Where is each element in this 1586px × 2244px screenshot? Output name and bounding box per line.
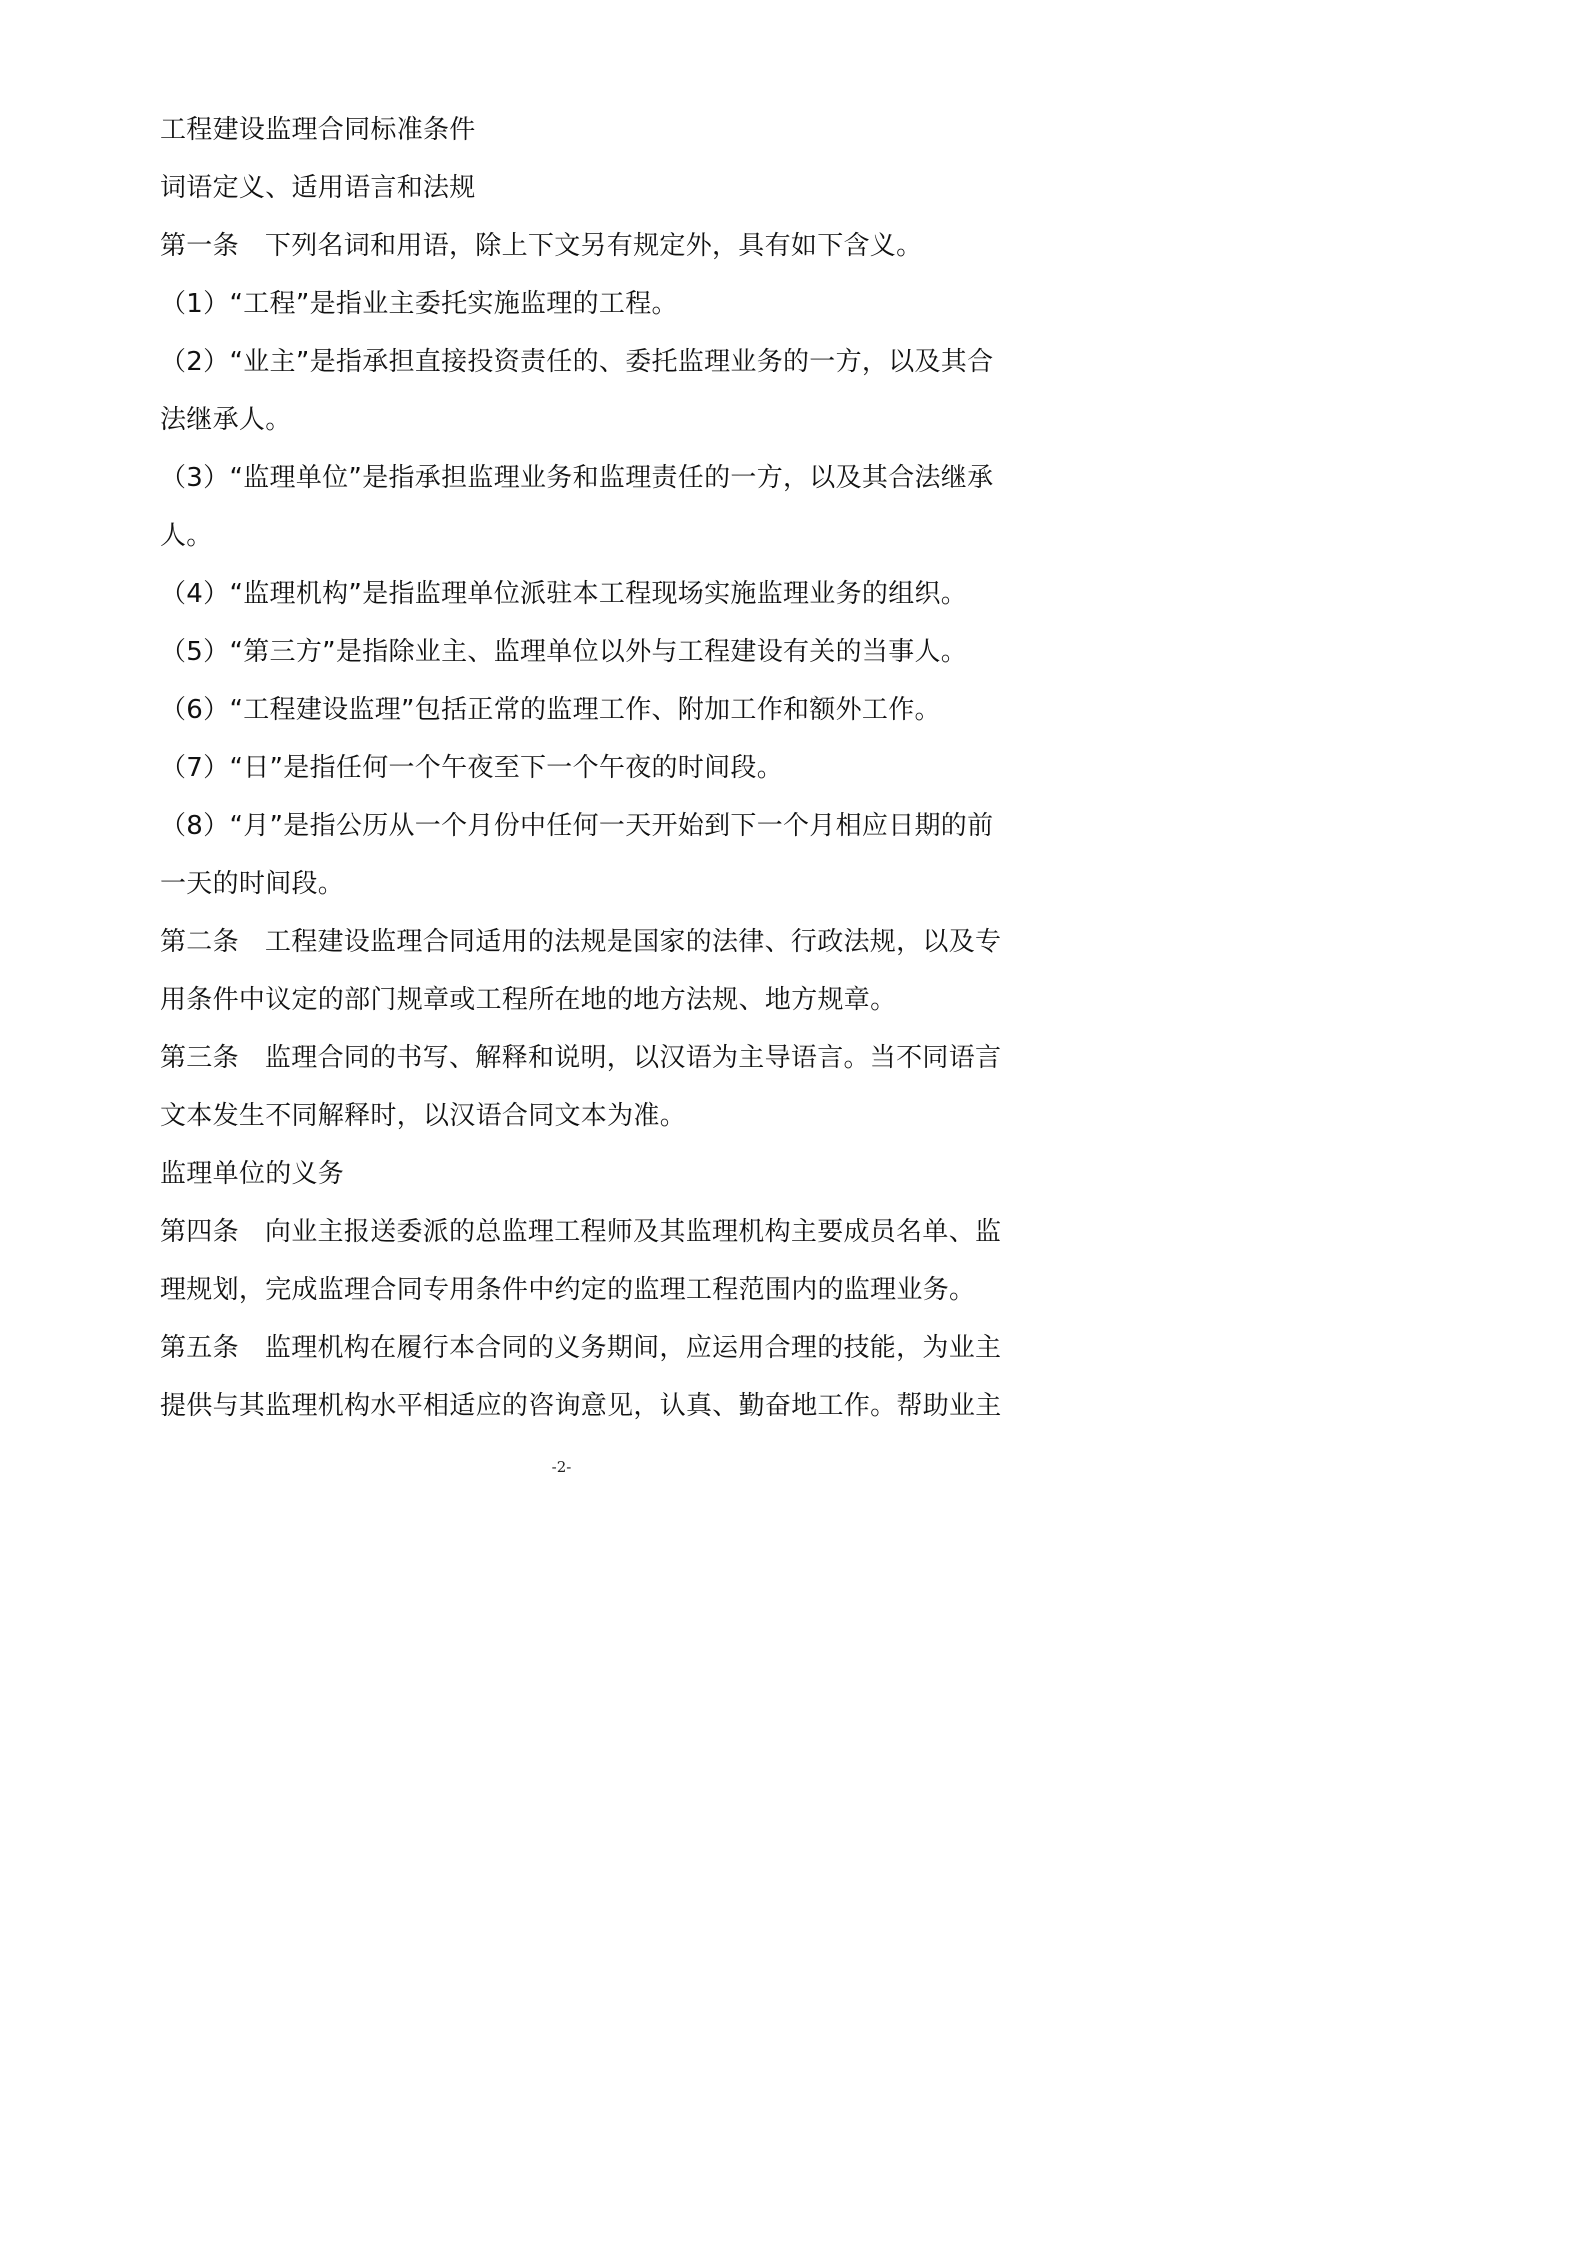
- definition-item: [160, 692, 941, 728]
- section-heading: 监理单位的义务: [160, 1159, 345, 1189]
- article-number: 第四条: [160, 1217, 239, 1247]
- item-label: （2）: [160, 347, 230, 377]
- article-continuation: 理规划，完成监理合同专用条件中约定的监理工程范围内的监理业务。: [160, 1275, 976, 1305]
- definition-item: [160, 634, 967, 670]
- item-label: （6）: [160, 695, 230, 725]
- item-text: “工程建设监理”包括正常的监理工作、附加工作和额外工作。: [229, 695, 941, 725]
- definition-item-continuation: 人。: [160, 521, 213, 551]
- article-text: 下列名词和用语，除上下文另有规定外，具有如下含义。: [264, 231, 923, 261]
- article-number: 第三条: [160, 1043, 239, 1073]
- article-continuation: 文本发生不同解释时，以汉语合同文本为准。: [160, 1101, 687, 1131]
- item-text: “监理机构”是指监理单位派驻本工程现场实施监理业务的组织。: [229, 579, 968, 609]
- article-3: [160, 1040, 1001, 1076]
- page-number: -2-: [551, 1458, 572, 1476]
- article-text: 监理合同的书写、解释和说明，以汉语为主导语言。当不同语言: [264, 1043, 1002, 1073]
- definition-item: [160, 286, 678, 322]
- item-text: “工程”是指业主委托实施监理的工程。: [229, 289, 678, 319]
- item-text: “月”是指公历从一个月份中任何一天开始到下一个月相应日期的前: [229, 811, 994, 841]
- item-text: “日”是指任何一个午夜至下一个午夜的时间段。: [229, 753, 783, 783]
- item-label: （1）: [160, 289, 230, 319]
- article-2: [160, 924, 1001, 960]
- article-text: 向业主报送委派的总监理工程师及其监理机构主要成员名单、监: [264, 1217, 1002, 1247]
- item-label: （5）: [160, 637, 230, 667]
- article-number: 第五条: [160, 1333, 239, 1363]
- definition-item: [160, 460, 993, 496]
- definition-item: [160, 344, 993, 380]
- item-text: “监理单位”是指承担监理业务和监理责任的一方，以及其合法继承: [229, 463, 994, 493]
- article-text: 监理机构在履行本合同的义务期间，应运用合理的技能，为业主: [264, 1333, 1002, 1363]
- article-1: [160, 228, 922, 264]
- article-continuation: 用条件中议定的部门规章或工程所在地的地方法规、地方规章。: [160, 985, 897, 1015]
- definition-item-continuation: 一天的时间段。: [160, 869, 345, 899]
- definition-item-continuation: 法继承人。: [160, 405, 292, 435]
- document-title: 工程建设监理合同标准条件: [160, 115, 476, 145]
- definition-item: [160, 576, 967, 612]
- item-label: （8）: [160, 811, 230, 841]
- item-label: （4）: [160, 579, 230, 609]
- item-text: “业主”是指承担直接投资责任的、委托监理业务的一方，以及其合: [229, 347, 994, 377]
- definition-item: [160, 750, 783, 786]
- article-5: [160, 1330, 1001, 1366]
- item-label: （3）: [160, 463, 230, 493]
- article-4: [160, 1214, 1001, 1250]
- article-continuation: 提供与其监理机构水平相适应的咨询意见，认真、勤奋地工作。帮助业主: [160, 1391, 1002, 1421]
- article-number: 第一条: [160, 231, 239, 261]
- item-label: （7）: [160, 753, 230, 783]
- article-text: 工程建设监理合同适用的法规是国家的法律、行政法规，以及专: [264, 927, 1002, 957]
- item-text: “第三方”是指除业主、监理单位以外与工程建设有关的当事人。: [229, 637, 968, 667]
- article-number: 第二条: [160, 927, 239, 957]
- definition-item: [160, 808, 993, 844]
- section-heading: 词语定义、适用语言和法规: [160, 173, 476, 203]
